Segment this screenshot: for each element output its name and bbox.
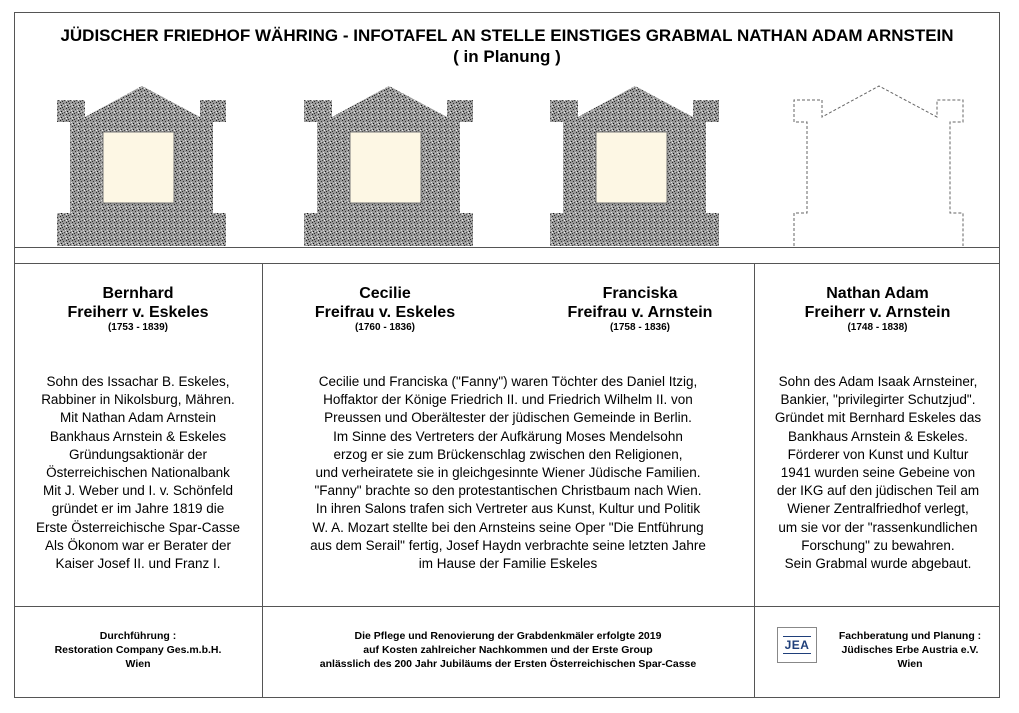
person-dates-nathan: (1748 - 1838) (847, 322, 908, 333)
tombstones-illustration (0, 0, 1019, 260)
person-name-nathan: Nathan Adam Freiherr v. Arnstein (804, 285, 951, 321)
person-dates-cecilie: (1760 - 1836) (354, 322, 416, 333)
footer-consulting: Fachberatung und Planung : Jüdisches Erbe Austria e.V. Wien (838, 630, 982, 670)
divider-col-1 (262, 263, 263, 698)
page-subtitle: ( in Planung ) (453, 47, 561, 66)
divider-ground (14, 247, 1000, 248)
tombstone-eskeles-cecilie (304, 86, 473, 246)
person-dates-franciska: (1758 - 1836) (609, 322, 671, 333)
divider-col-2 (754, 263, 755, 698)
divider-footer (14, 606, 1000, 607)
person-name-cecilie: Cecilie Freifrau v. Eskeles (314, 285, 456, 321)
tombstone-eskeles-bernhard (57, 86, 226, 246)
tombstone-arnstein-franciska (550, 86, 719, 246)
shared-bio-itzig-daughters: Cecilie und Franciska ("Fanny") waren Töchter des Daniel Itzig, Hoffaktor der Könige Friedrich II. und Friedrich Wilhelm II. von Preussen und Oberältester der jüdischen Gemeinde in Berlin. Im Sinne des Vertreters der Aufkärung Moses Mendelsohn erzog er sie zum Brückenschlag zwischen den Religionen, und verheiratete sie in gleichgesinnte Wiener Jüdische Familien. "Fanny" brachte so den protestantischen Christbaum nach Wien. In ihren Salons trafen sich Vertreter aus Kunst, Kultur und Politik W. A. Mozart stellte bei den Arnsteins seine Oper "Die Entführung aus dem Serail" fertig, Josef Haydn verbrachte seine letzten Jahre im Hause der Familie Eskeles (310, 374, 706, 572)
person-bio-nathan: Sohn des Adam Isaak Arnsteiner, Bankier, "privilegirter Schutzjud". Gründet mit Bernhard Eskeles das Bankhaus Arnstein & Eskeles. Förderer von Kunst und Kultur 1941 wurden seine Gebeine von der IKG auf den jüdischen Teil am Wiener Zentralfriedhof verlegt, um sie vor der "rassenkundlichen Forschung" zu bewahren. Sein Grabmal wurde abgebaut. (774, 374, 982, 572)
person-name-franciska: Franciska Freifrau v. Arnstein (567, 285, 713, 321)
footer-sponsorship: Die Pflege und Renovierung der Grabdenkmäler erfolgte 2019 auf Kosten zahlreicher Nachkommen und der Erste Group anlässlich des 200 Jahr Jubiläums der Ersten Österreichischen Spar-Casse (319, 630, 697, 670)
page-title: JÜDISCHER FRIEDHOF WÄHRING - INFOTAFEL AN STELLE EINSTIGES GRABMAL NATHAN ADAM ARNSTEIN (60, 26, 954, 45)
divider-top (14, 263, 1000, 264)
tombstone-arnstein-nathan-removed (794, 86, 963, 246)
jea-logo: JEA (777, 627, 817, 663)
person-name-bernhard: Bernhard Freiherr v. Eskeles (67, 285, 209, 321)
person-dates-bernhard: (1753 - 1839) (107, 322, 169, 333)
person-bio-bernhard: Sohn des Issachar B. Eskeles, Rabbiner in Nikolsburg, Mähren. Mit Nathan Adam Arnstein Bankhaus Arnstein & Eskeles Gründungsaktionär der Österreichischen Nationalbank Mit J. Weber und I. v. Schönfeld gründet er im Jahre 1819 die Erste Österreichische Spar-Casse Als Ökonom war er Berater der Kaiser Josef II. und Franz I. (35, 374, 241, 572)
footer-execution: Durchführung : Restoration Company Ges.m.b.H. Wien (54, 630, 222, 670)
